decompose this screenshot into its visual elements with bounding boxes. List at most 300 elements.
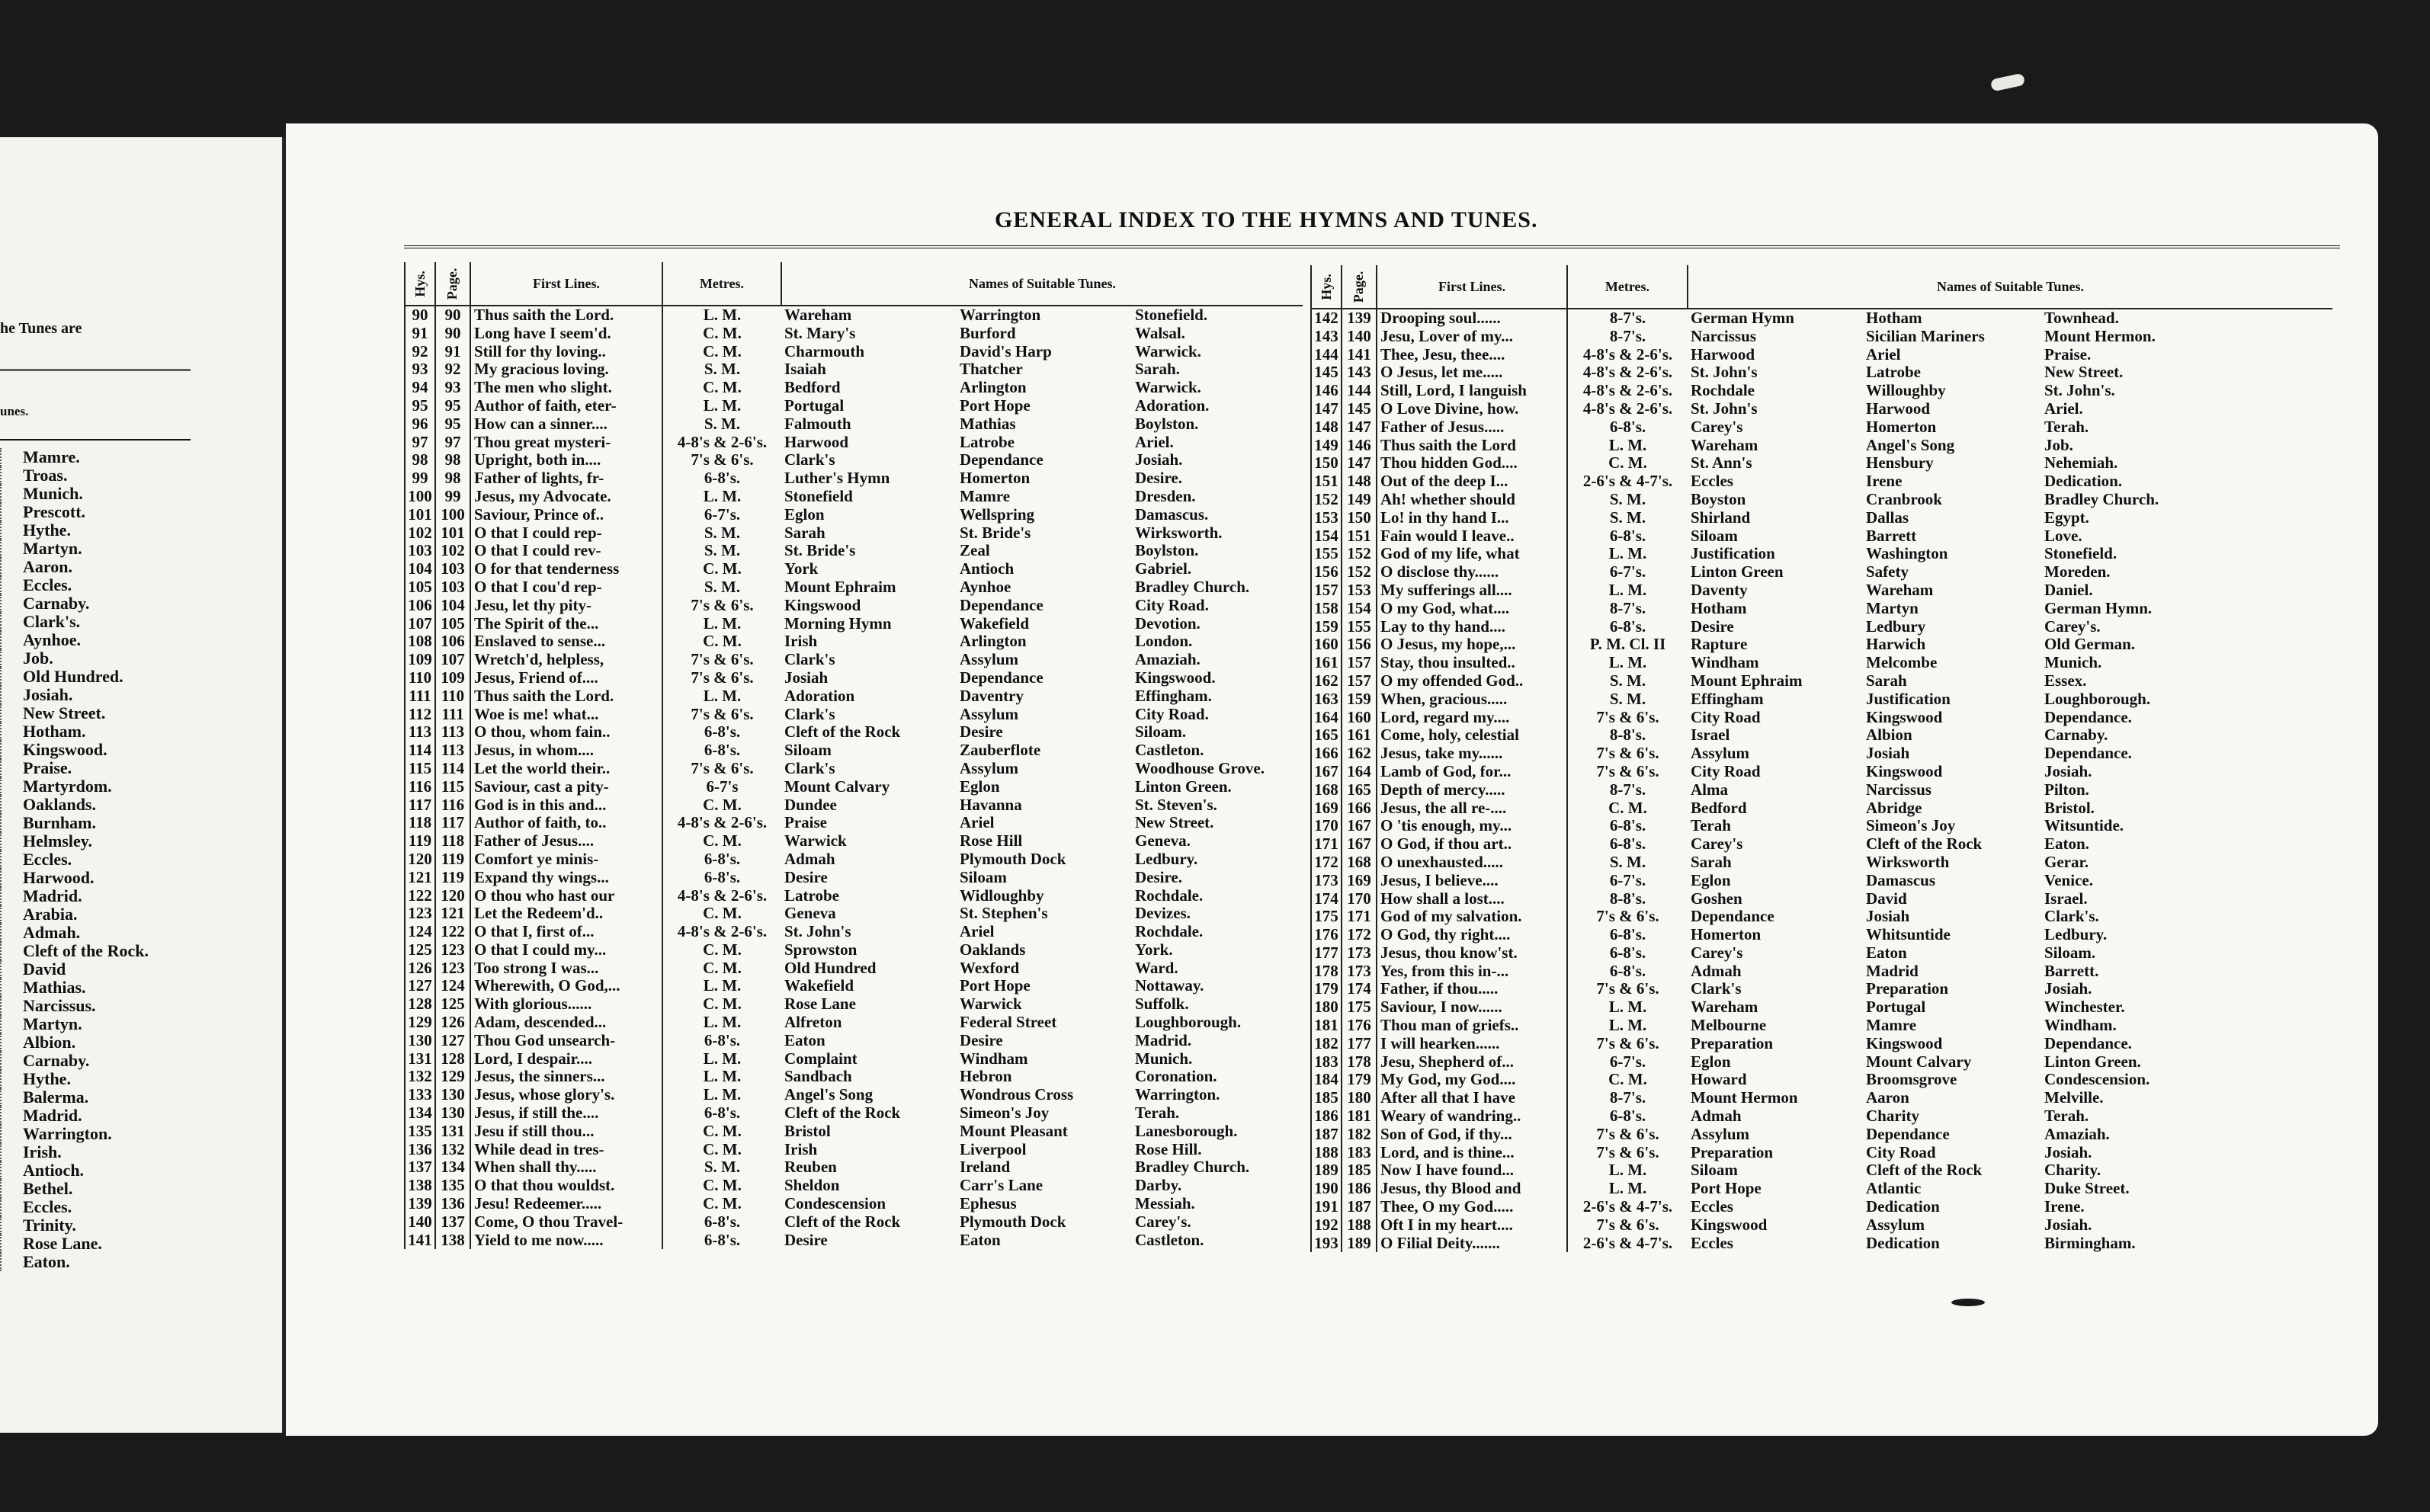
tune-name: Kingswood [1866, 762, 1943, 780]
tune-name: Harwood [1691, 345, 1755, 364]
metre: C. M. [662, 959, 781, 978]
table-row [405, 488, 1303, 506]
hymn-number: 99 [405, 469, 435, 488]
tune-name: Gerar. [2044, 853, 2089, 871]
table-row [1311, 890, 2332, 908]
index-page [286, 123, 2378, 1436]
tune-name: Praise. [2044, 345, 2092, 364]
metre: 6-7's [662, 778, 781, 796]
hymn-number: 163 [1311, 690, 1342, 709]
table-row [405, 995, 1303, 1014]
left-tune-item [0, 1088, 229, 1107]
table-row [405, 615, 1303, 633]
tune-name: New Street. [1135, 814, 1214, 832]
hymn-number: 117 [405, 796, 435, 815]
first-line: O that thou wouldst. [470, 1177, 662, 1195]
page-number: 134 [435, 1158, 470, 1177]
hymn-number: 155 [1311, 545, 1342, 563]
tune-name: Josiah [784, 668, 829, 687]
page-number: 144 [1342, 382, 1377, 400]
tune-name: St. Mary's [784, 324, 856, 342]
first-line: Oft I in my heart.... [1377, 1216, 1567, 1235]
tune-name: Geneva [784, 905, 836, 923]
tune-name: Cleft of the Rock [784, 723, 901, 742]
tune-name: Josiah. [1135, 451, 1183, 469]
tune-name: Siloam [784, 742, 832, 760]
tune-name: Sicilian Mariners [1866, 327, 1985, 345]
tune-name: Burford [960, 324, 1016, 342]
tune-name: Ephesus [960, 1195, 1017, 1213]
first-line: Now I have found... [1377, 1161, 1567, 1180]
hymn-number: 121 [405, 869, 435, 887]
left-tune-item [0, 924, 229, 942]
first-line: Jesu, Lover of my... [1377, 328, 1567, 346]
left-page [0, 137, 284, 1433]
first-line: After all that I have [1377, 1089, 1567, 1107]
tune-name: Condescension. [2044, 1071, 2150, 1089]
first-line: O for that tenderness [470, 560, 662, 578]
table-row [1311, 636, 2332, 654]
hymn-number: 178 [1311, 963, 1342, 981]
tune-name: Eglon [1691, 871, 1731, 889]
table-row [1311, 1126, 2332, 1144]
metre: 8-7's. [1567, 781, 1688, 799]
tune-name: Damascus [1866, 871, 1936, 889]
metre: S. M. [662, 360, 781, 379]
page-number: 187 [1342, 1198, 1377, 1216]
table-row [405, 832, 1303, 850]
tune-name: Preparation [1866, 980, 1949, 998]
tune-name: Admah [1691, 1107, 1742, 1126]
metre: 7's & 6's. [1567, 745, 1688, 763]
table-row [405, 887, 1303, 905]
hymn-number: 145 [1311, 364, 1342, 382]
tune-name: Daventry [960, 687, 1024, 705]
hymn-number: 181 [1311, 1017, 1342, 1035]
tune-name: Luther's Hymn [784, 469, 890, 488]
metre: 6-8's. [1567, 1107, 1688, 1126]
tune-name: Rose Hill [960, 832, 1023, 850]
page-number: 90 [435, 325, 470, 343]
first-line: Still for thy loving.. [470, 343, 662, 361]
tune-name: Eccles. [23, 850, 72, 869]
tune-name: Balerma. [23, 1088, 89, 1107]
tune-name: Ariel. [2044, 399, 2083, 418]
first-line: O that I could my... [470, 941, 662, 959]
tune-name: Castleton. [1135, 1231, 1204, 1249]
page-number: 174 [1342, 980, 1377, 998]
tune-name: Sarah [1691, 853, 1732, 871]
table-row [405, 796, 1303, 815]
first-lines-header: First Lines. [1377, 265, 1567, 309]
tune-name: Praise [784, 814, 827, 832]
first-line: Thee, O my God..... [1377, 1198, 1567, 1216]
tune-name: Clark's. [23, 612, 81, 631]
metre: 6-8's. [662, 850, 781, 869]
hymn-number: 179 [1311, 980, 1342, 998]
first-line: Thee, Jesu, thee.... [1377, 346, 1567, 364]
tune-name: Melbourne [1691, 1017, 1767, 1035]
tune-name: Effingham [1691, 690, 1764, 708]
first-line: Jesus, take my...... [1377, 745, 1567, 763]
metre: 8-7's. [1567, 328, 1688, 346]
table-row [405, 1032, 1303, 1050]
table-row [405, 451, 1303, 469]
tune-name: Preparation [1691, 1143, 1774, 1161]
tune-name: Angel's Song [1866, 436, 1955, 454]
table-row [405, 814, 1303, 832]
left-tune-item [0, 850, 229, 869]
tune-name: Gabriel. [1135, 560, 1192, 578]
tune-name: Mount Hermon [1691, 1089, 1798, 1107]
table-row [1311, 382, 2332, 400]
table-row [1311, 781, 2332, 799]
left-tune-item [0, 1253, 229, 1271]
page-number: 119 [435, 850, 470, 869]
tune-name: Carnaby. [2044, 726, 2108, 745]
page-number: 101 [435, 524, 470, 543]
tune-name: Job. [2044, 436, 2073, 454]
page-number: 128 [435, 1050, 470, 1068]
page-number: 189 [1342, 1235, 1377, 1253]
first-line: O Love Divine, how. [1377, 400, 1567, 418]
hymn-number: 187 [1311, 1126, 1342, 1144]
page-number: 178 [1342, 1053, 1377, 1072]
tune-name: Barrett. [2044, 962, 2099, 980]
tune-name: Carr's Lane [960, 1177, 1043, 1195]
first-line: Let the Redeem'd.. [470, 905, 662, 923]
page-number: 161 [1342, 726, 1377, 745]
first-line: Lord, I despair.... [470, 1050, 662, 1068]
tune-name: Josiah. [23, 685, 73, 704]
page-number: 102 [435, 542, 470, 560]
table-row [1311, 854, 2332, 872]
page-number: 138 [435, 1232, 470, 1250]
metre: L. M. [1567, 545, 1688, 563]
tune-name: Siloam [1691, 527, 1738, 545]
tune-name: Hythe. [23, 1069, 71, 1088]
tune-name: Mount Calvary [784, 777, 890, 796]
tunes-header: Names of Suitable Tunes. [781, 262, 1303, 306]
tune-name: Ledbury. [2044, 926, 2108, 944]
tune-name: Sarah. [1135, 360, 1180, 379]
tune-name: Cleft of the Rock [784, 1104, 901, 1123]
page-number: 91 [435, 343, 470, 361]
metre: L. M. [1567, 998, 1688, 1017]
table-row [1311, 690, 2332, 709]
first-line: Jesus, in whom.... [470, 742, 662, 760]
page-number: 115 [435, 778, 470, 796]
hymn-number: 94 [405, 379, 435, 397]
hymn-number: 143 [1311, 328, 1342, 346]
tune-name: Zeal [960, 542, 990, 560]
tune-name: Aaron. [23, 557, 72, 576]
table-row [405, 578, 1303, 597]
table-row [405, 397, 1303, 415]
tune-name: Washington [1866, 545, 1948, 563]
hymn-number: 149 [1311, 437, 1342, 455]
tune-name: Warwick [784, 832, 847, 850]
hymn-number: 186 [1311, 1107, 1342, 1126]
first-line: O my God, what.... [1377, 600, 1567, 618]
hymn-number: 137 [405, 1158, 435, 1177]
tune-name: Dedication. [2044, 472, 2123, 491]
hymn-number: 102 [405, 524, 435, 543]
left-tune-item [0, 722, 229, 741]
metre: 4-8's & 2-6's. [1567, 346, 1688, 364]
tune-name: Wareham [784, 306, 852, 324]
tune-name: Port Hope [1691, 1180, 1762, 1198]
tune-name: Desire [1691, 617, 1734, 636]
hymn-number: 148 [1311, 418, 1342, 437]
first-line: Jesus, I believe.... [1377, 872, 1567, 890]
tune-name: Old Hundred. [23, 667, 123, 686]
tune-name: Daniel. [2044, 581, 2093, 599]
metre: S. M. [662, 524, 781, 543]
first-line: O God, thy right.... [1377, 926, 1567, 944]
tune-name: Hotham [1691, 599, 1747, 617]
tune-name: Bradley Church. [1135, 578, 1250, 596]
tune-name: Bethel. [23, 1179, 73, 1198]
tune-name: Cleft of the Rock [1866, 1161, 1983, 1180]
page-number: 113 [435, 742, 470, 760]
table-row [1311, 527, 2332, 546]
metre: L. M. [662, 1014, 781, 1032]
page-number: 122 [435, 923, 470, 941]
table-row [1311, 835, 2332, 854]
tune-name: City Road [1691, 708, 1761, 726]
page-number: 152 [1342, 545, 1377, 563]
tune-name: Justification [1691, 545, 1775, 563]
tune-name: Desire [960, 723, 1003, 742]
hymn-number: 113 [405, 723, 435, 742]
hymn-number: 172 [1311, 854, 1342, 872]
tune-name: Mount Ephraim [784, 578, 896, 596]
tune-name: St. Ann's [1691, 454, 1752, 472]
tune-name: Harwich [1866, 636, 1926, 654]
hymn-number: 156 [1311, 563, 1342, 581]
first-line: Jesu! Redeemer..... [470, 1195, 662, 1213]
ink-smudge [1951, 1299, 1985, 1306]
metre: C. M. [662, 560, 781, 578]
table-row [405, 633, 1303, 651]
left-tune-item [0, 503, 229, 521]
metre: C. M. [1567, 799, 1688, 818]
first-line: When, gracious..... [1377, 690, 1567, 709]
hymn-number: 134 [405, 1104, 435, 1123]
table-row [1311, 1235, 2332, 1253]
tune-name: Homerton [1691, 926, 1762, 944]
hymn-number: 91 [405, 325, 435, 343]
hymn-number: 141 [405, 1232, 435, 1250]
tune-name: Love. [2044, 527, 2082, 545]
left-page-rule [0, 439, 191, 440]
tune-name: Wakefield [784, 977, 854, 995]
table-row [1311, 328, 2332, 346]
first-line: Wherewith, O God,... [470, 977, 662, 995]
tune-name: Witsuntide. [2044, 817, 2124, 835]
tune-name: Eaton [784, 1031, 825, 1049]
tune-name: Eglon [1691, 1052, 1731, 1071]
metre: 4-8's & 2-6's. [662, 923, 781, 941]
first-line: God of my life, what [1377, 545, 1567, 563]
page-header: Page. [1342, 265, 1377, 309]
table-row [1311, 1161, 2332, 1180]
metre: C. M. [662, 1123, 781, 1141]
tune-name: Mount Pleasant [960, 1122, 1068, 1140]
tune-name: Winchester. [2044, 998, 2125, 1017]
first-line: Author of faith, eter- [470, 397, 662, 415]
page-number: 106 [435, 633, 470, 651]
tune-name: Windham [960, 1049, 1028, 1068]
hymn-number: 174 [1311, 890, 1342, 908]
left-tune-item [0, 704, 229, 722]
tune-name: London. [1135, 633, 1193, 651]
page-number: 120 [435, 887, 470, 905]
tune-name: Praise. [23, 758, 72, 777]
table-row [1311, 745, 2332, 763]
tune-name: Oaklands. [23, 795, 96, 814]
table-row [1311, 1053, 2332, 1072]
tune-name: Wareham [1691, 436, 1758, 454]
tune-name: Melville. [2044, 1089, 2104, 1107]
first-line: Comfort ye minis- [470, 850, 662, 869]
metre: 8-7's. [1567, 309, 1688, 328]
metre: 7's & 6's. [1567, 1126, 1688, 1144]
table-row [405, 905, 1303, 923]
hymn-index-table-right [1310, 265, 2332, 1252]
tune-name: Bristol. [2044, 799, 2095, 817]
metre: 6-8's. [662, 742, 781, 760]
first-line: O Filial Deity....... [1377, 1235, 1567, 1253]
page-number: 171 [1342, 908, 1377, 926]
tune-name: Irene. [2044, 1198, 2085, 1216]
metre: 6-8's. [1567, 944, 1688, 963]
first-line: Jesu if still thou... [470, 1123, 662, 1141]
metre: 8-8's. [1567, 726, 1688, 745]
left-tune-item [0, 448, 229, 466]
tune-name: Plymouth Dock [960, 850, 1066, 868]
table-row [1311, 400, 2332, 418]
metre: L. M. [1567, 1017, 1688, 1035]
tune-name: Job. [23, 649, 53, 668]
page-number: 175 [1342, 998, 1377, 1017]
hymn-number: 171 [1311, 835, 1342, 854]
page-number: 185 [1342, 1161, 1377, 1180]
table-row [405, 687, 1303, 706]
page-number: 181 [1342, 1107, 1377, 1126]
tune-name: Liverpool [960, 1140, 1027, 1158]
hymn-number: 106 [405, 597, 435, 615]
first-line: O that I could rev- [470, 542, 662, 560]
hymn-number: 150 [1311, 454, 1342, 472]
tune-name: Sarah [784, 524, 825, 542]
first-line: O thou who hast our [470, 887, 662, 905]
left-tune-item [0, 814, 229, 832]
tune-name: Ireland [960, 1158, 1011, 1177]
tune-name: Havanna [960, 796, 1022, 814]
tune-name: Terah. [2044, 418, 2089, 436]
first-line: O unexhausted..... [1377, 854, 1567, 872]
tune-name: Ariel. [1135, 433, 1174, 451]
first-line: Father of lights, fr- [470, 469, 662, 488]
tune-name: Josiah. [2044, 980, 2092, 998]
left-tune-item [0, 887, 229, 905]
hymn-number: 191 [1311, 1198, 1342, 1216]
tune-name: Bedford [784, 379, 841, 397]
table-row [405, 850, 1303, 869]
left-tune-item [0, 759, 229, 777]
metre: S. M. [1567, 509, 1688, 527]
hymn-number: 185 [1311, 1089, 1342, 1107]
tune-name: Boylston. [1135, 542, 1199, 560]
tune-name: St. John's [784, 923, 851, 941]
metre: 7's & 6's. [1567, 980, 1688, 998]
metre: S. M. [1567, 690, 1688, 709]
first-line: O that I, first of... [470, 923, 662, 941]
first-line: O that I could rep- [470, 524, 662, 543]
metre: L. M. [662, 1086, 781, 1104]
page-number: 173 [1342, 944, 1377, 963]
first-line: My gracious loving. [470, 360, 662, 379]
metre: 7's & 6's. [1567, 763, 1688, 781]
tune-name: Linton Green [1691, 563, 1784, 581]
table-row [405, 706, 1303, 724]
metre: C. M. [1567, 454, 1688, 472]
tune-name: Admah [1691, 962, 1742, 980]
left-tune-item [0, 686, 229, 704]
table-row [1311, 346, 2332, 364]
tune-name: Linton Green. [1135, 777, 1232, 796]
tune-name: Portugal [784, 396, 845, 415]
table-row [1311, 926, 2332, 944]
table-row [1311, 963, 2332, 981]
table-row [1311, 1216, 2332, 1235]
tune-name: Eccles [1691, 472, 1733, 491]
hymn-number: 109 [405, 651, 435, 669]
hymn-number: 159 [1311, 618, 1342, 636]
metre: C. M. [662, 1177, 781, 1195]
metre: C. M. [662, 905, 781, 923]
metre: 7's & 6's. [1567, 709, 1688, 727]
tune-name: Latrobe [784, 886, 839, 905]
tune-name: Angel's Song [784, 1086, 874, 1104]
tune-name: Martyn [1866, 599, 1919, 617]
page-number: 179 [1342, 1071, 1377, 1089]
tune-name: St. Steven's. [1135, 796, 1217, 814]
page-number: 111 [435, 706, 470, 724]
page-number: 165 [1342, 781, 1377, 799]
table-row [1311, 872, 2332, 890]
table-row [405, 1213, 1303, 1232]
tune-name: Wexford [960, 959, 1020, 977]
left-tune-item [0, 1033, 229, 1052]
table-row [1311, 944, 2332, 963]
metre: 6-8's. [662, 1104, 781, 1123]
tune-name: Kingswood [1866, 708, 1943, 726]
left-tune-item [0, 1161, 229, 1180]
table-row [1311, 309, 2332, 328]
left-tune-item [0, 741, 229, 759]
tune-name: Warwick. [1135, 342, 1201, 360]
metre: 4-8's & 2-6's. [1567, 400, 1688, 418]
tune-name: Carey's [1691, 835, 1743, 854]
hymn-number: 120 [405, 850, 435, 869]
tune-name: Desire [784, 868, 828, 886]
first-line: O Jesus, my hope,... [1377, 636, 1567, 654]
tune-name: Eaton [1866, 943, 1907, 962]
tune-name: Castleton. [1135, 742, 1204, 760]
